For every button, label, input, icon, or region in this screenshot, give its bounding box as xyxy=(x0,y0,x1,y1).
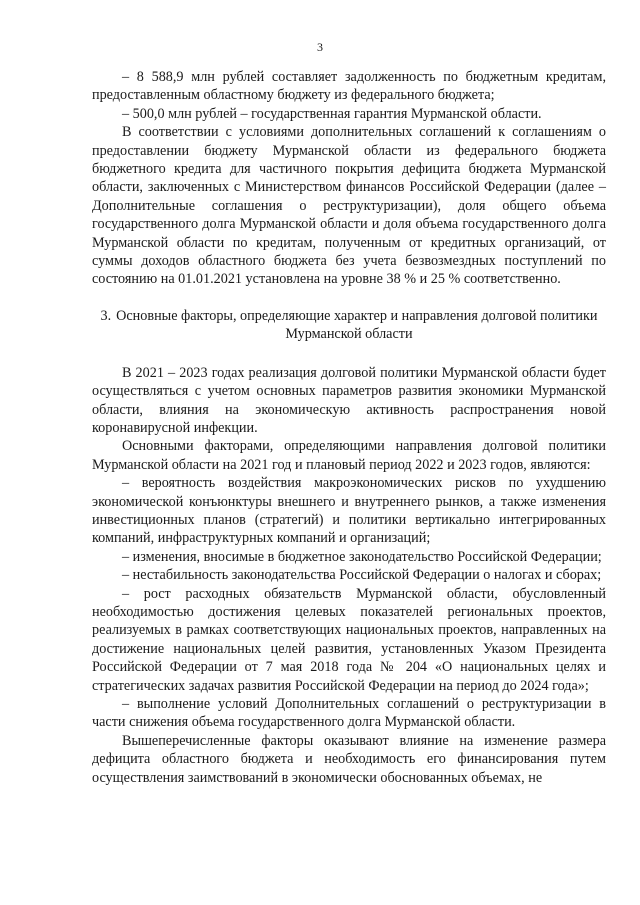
debt-item-state-guarantee: – 500,0 млн рублей – государственная гарантия Мурманской области. xyxy=(122,105,542,122)
paragraph-final: Вышеперечисленные факторы оказывают влияние на изменение размера дефицита областного бюджета и необходимость его финансирования путем осуществления заимствований в экономически обоснованных объемах, не xyxy=(92,732,606,786)
section-heading xyxy=(92,307,606,344)
section-title: Основные факторы, определяющие характер и направления долговой политики Мурманской области xyxy=(116,307,598,343)
paragraph-2021-2023: В 2021 – 2023 годах реализация долговой политики Мурманской области будет осуществляться с учетом основных параметров развития экономики Мурманской области, влияния на экономическую активность распространения новой коронавирусной инфекции. xyxy=(92,364,606,436)
factor-item: – нестабильность законодательства Российской Федерации о налогах и сборах; xyxy=(122,567,602,584)
factor-item: – изменения, вносимые в бюджетное законодательство Российской Федерации; xyxy=(122,548,602,565)
section-number: 3. xyxy=(100,307,112,324)
factor-item: – вероятность воздействия макроэкономических рисков по ухудшению экономической конъюнктуры внешнего и внутреннего рынков, а также изменения инвестиционных планов (стратегий) и политики вертикально интегрированных компаний, инфраструктурных компаний и организаций; xyxy=(92,475,606,547)
factor-item: – рост расходных обязательств Мурманской области, обусловленный необходимостью достижения целевых показателей региональных проектов, реализуемых в рамках соответствующих национальных проектов, направленных на достижение национальных целей развития, установленных Указом Президента Российской Федерации от 7 мая 2018 года № 204 «О национальных целях и стратегических задачах развития Российской Федерации на период до 2024 года»; xyxy=(92,585,606,694)
page-number: 3 xyxy=(317,40,323,54)
page-body xyxy=(92,68,606,787)
paragraph-restructuring-agreements: В соответствии с условиями дополнительных соглашений к соглашениям о предоставлении бюджету Мурманской области из федерального бюджета бюджетного кредита для частичного покрытия дефицита бюджета Мурманской области, заключенных с Министерством финансов Российской Федерации (далее – Дополнительные соглашения о реструктуризации), доля общего объема государственного долга Мурманской области и доля объема государственного долга Мурманской области по кредитам, полученным от кредитных организаций, от суммы доходов областного бюджета без учета безвозмездных поступлений по состоянию на 01.01.2021 установлена на уровне 38 % и 25 % соответственно. xyxy=(92,124,606,288)
factor-item: – выполнение условий Дополнительных соглашений о реструктуризации в части снижения объема государственного долга Мурманской области. xyxy=(92,696,606,731)
paragraph-factors-intro: Основными факторами, определяющими направления долговой политики Мурманской области на 2021 год и плановый период 2022 и 2023 годов, являются: xyxy=(92,438,606,473)
debt-item-budget-credits: – 8 588,9 млн рублей составляет задолженность по бюджетным кредитам, предоставленным областному бюджету из федерального бюджета; xyxy=(92,69,606,104)
